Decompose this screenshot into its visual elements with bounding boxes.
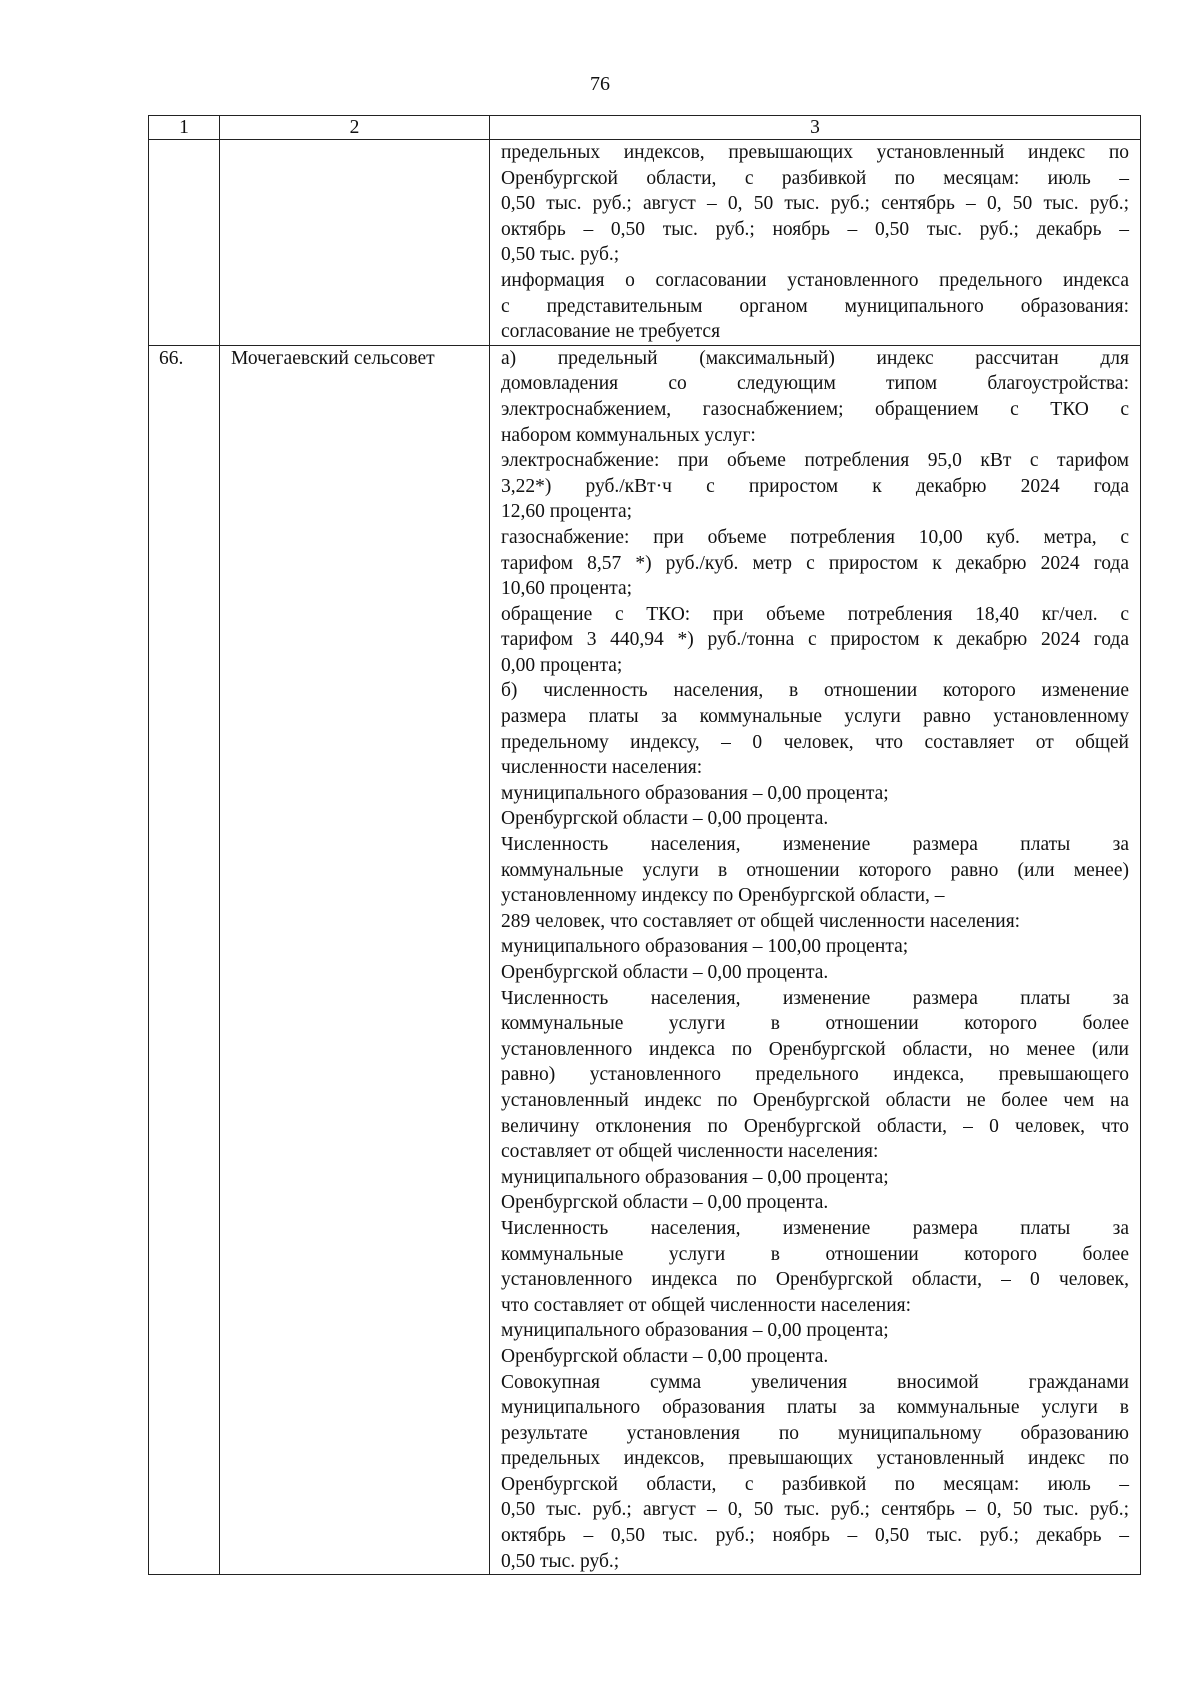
- text-line: б) численность населения, в отношении которого изменение: [501, 680, 1129, 702]
- text-line: с представительным органом муниципального образования:: [501, 295, 1129, 317]
- text-line: установленного индекса по Оренбургской области, но менее (или: [501, 1038, 1129, 1060]
- text-line: Численность населения, изменение размера платы за: [501, 834, 1129, 856]
- text-line: Оренбургской области – 0,00 процента.: [501, 1345, 829, 1367]
- page-number: 76: [590, 73, 610, 95]
- table-row-continuation: [149, 140, 1141, 346]
- text-line: равно) установленного предельного индекса, превышающего: [501, 1064, 1129, 1086]
- text-line: предельному индексу, – 0 человек, что составляет от общей: [501, 731, 1129, 753]
- text-line: коммунальные услуги в отношении которого более: [501, 1243, 1129, 1265]
- text-line: а) предельный (максимальный) индекс рассчитан для: [501, 347, 1129, 369]
- text-line: 3,22*) руб./кВт·ч с приростом к декабрю 2024 года: [501, 475, 1129, 497]
- text-line: муниципального образования – 100,00 процента;: [501, 936, 909, 958]
- row-number-cell: [149, 140, 220, 346]
- text-line: Оренбургской области – 0,00 процента.: [501, 962, 829, 983]
- text-line: коммунальные услуги в отношении которого более: [501, 1013, 1129, 1035]
- text-line: Оренбургской области – 0,00 процента.: [501, 808, 829, 830]
- text-line: установленному индексу по Оренбургской области, –: [501, 885, 945, 907]
- text-line: Оренбургской области, с разбивкой по месяцам: июль –: [501, 1473, 1129, 1495]
- text-line: электроснабжением, газоснабжением; обращением с ТКО с: [501, 398, 1129, 420]
- text-line: коммунальные услуги в отношении которого равно (или менее): [501, 859, 1129, 881]
- header-cell-1: 1: [149, 116, 220, 140]
- text-line: 289 человек, что составляет от общей численности населения:: [501, 910, 1021, 932]
- header-cell-3: 3: [490, 116, 1141, 140]
- table-row-66: [149, 345, 1141, 1575]
- text-line: 0,50 тыс. руб.;: [501, 244, 620, 266]
- text-line: предельных индексов, превышающих установленный индекс по: [501, 142, 1129, 163]
- text-line: муниципального образования – 0,00 процента;: [501, 1166, 889, 1188]
- text-line: информация о согласовании установленного предельного индекса: [501, 269, 1129, 291]
- document-table: [148, 115, 1141, 1575]
- header-cell-2: 2: [220, 116, 490, 140]
- table-header-row: [149, 116, 1141, 140]
- text-line: 0,00 процента;: [501, 654, 623, 676]
- municipality-name-cell: Мочегаевский сельсовет: [220, 345, 490, 1575]
- text-line: тарифом 3 440,94 *) руб./тонна с приростом к декабрю 2024 года: [501, 629, 1129, 651]
- text-line: тарифом 8,57 *) руб./куб. метр с приростом к декабрю 2024 года: [501, 552, 1129, 574]
- text-line: 0,50 тыс. руб.;: [501, 1550, 620, 1572]
- text-line: Оренбургской области, с разбивкой по месяцам: июль –: [501, 167, 1129, 189]
- text-line: размера платы за коммунальные услуги равно установленному: [501, 706, 1129, 728]
- text-line: муниципального образования – 0,00 процента;: [501, 1320, 889, 1342]
- text-line: что составляет от общей численности населения:: [501, 1294, 912, 1316]
- text-line: набором коммунальных услуг:: [501, 424, 756, 446]
- description-cell: [490, 345, 1141, 1575]
- text-line: Оренбургской области – 0,00 процента.: [501, 1192, 829, 1214]
- text-line: муниципального образования – 0,00 процента;: [501, 782, 889, 804]
- text-line: октябрь – 0,50 тыс. руб.; ноябрь – 0,50 тыс. руб.; декабрь –: [501, 218, 1129, 240]
- text-line: электроснабжение: при объеме потребления 95,0 кВт с тарифом: [501, 450, 1129, 472]
- text-line: предельных индексов, превышающих установленный индекс по: [501, 1448, 1129, 1470]
- text-line: составляет от общей численности населения:: [501, 1141, 879, 1163]
- municipality-name-cell: [220, 140, 490, 346]
- text-line: газоснабжение: при объеме потребления 10,00 куб. метра, с: [501, 526, 1129, 548]
- text-line: обращение с ТКО: при объеме потребления 18,40 кг/чел. с: [501, 603, 1129, 625]
- text-line: Совокупная сумма увеличения вносимой гражданами: [501, 1371, 1129, 1393]
- text-line: Численность населения, изменение размера платы за: [501, 1217, 1129, 1239]
- text-line: 0,50 тыс. руб.; август – 0, 50 тыс. руб.; сентябрь – 0, 50 тыс. руб.;: [501, 1499, 1129, 1521]
- text-line: согласование не требуется: [501, 321, 721, 343]
- text-line: численности населения:: [501, 757, 703, 779]
- text-line: 0,50 тыс. руб.; август – 0, 50 тыс. руб.; сентябрь – 0, 50 тыс. руб.;: [501, 193, 1129, 215]
- text-line: 10,60 процента;: [501, 578, 633, 600]
- text-line: установленный индекс по Оренбургской области не более чем на: [501, 1089, 1129, 1111]
- text-line: результате установления по муниципальному образованию: [501, 1422, 1129, 1444]
- row-number-cell: 66.: [149, 345, 220, 1575]
- text-line: октябрь – 0,50 тыс. руб.; ноябрь – 0,50 тыс. руб.; декабрь –: [501, 1525, 1129, 1547]
- text-line: установленного индекса по Оренбургской области, – 0 человек,: [501, 1269, 1129, 1291]
- text-line: муниципального образования платы за коммунальные услуги в: [501, 1397, 1129, 1419]
- text-line: величину отклонения по Оренбургской области, – 0 человек, что: [501, 1115, 1129, 1137]
- text-line: 12,60 процента;: [501, 501, 633, 523]
- text-line: Численность населения, изменение размера платы за: [501, 987, 1129, 1009]
- description-cell: [490, 140, 1141, 346]
- text-line: домовладения со следующим типом благоустройства:: [501, 373, 1129, 395]
